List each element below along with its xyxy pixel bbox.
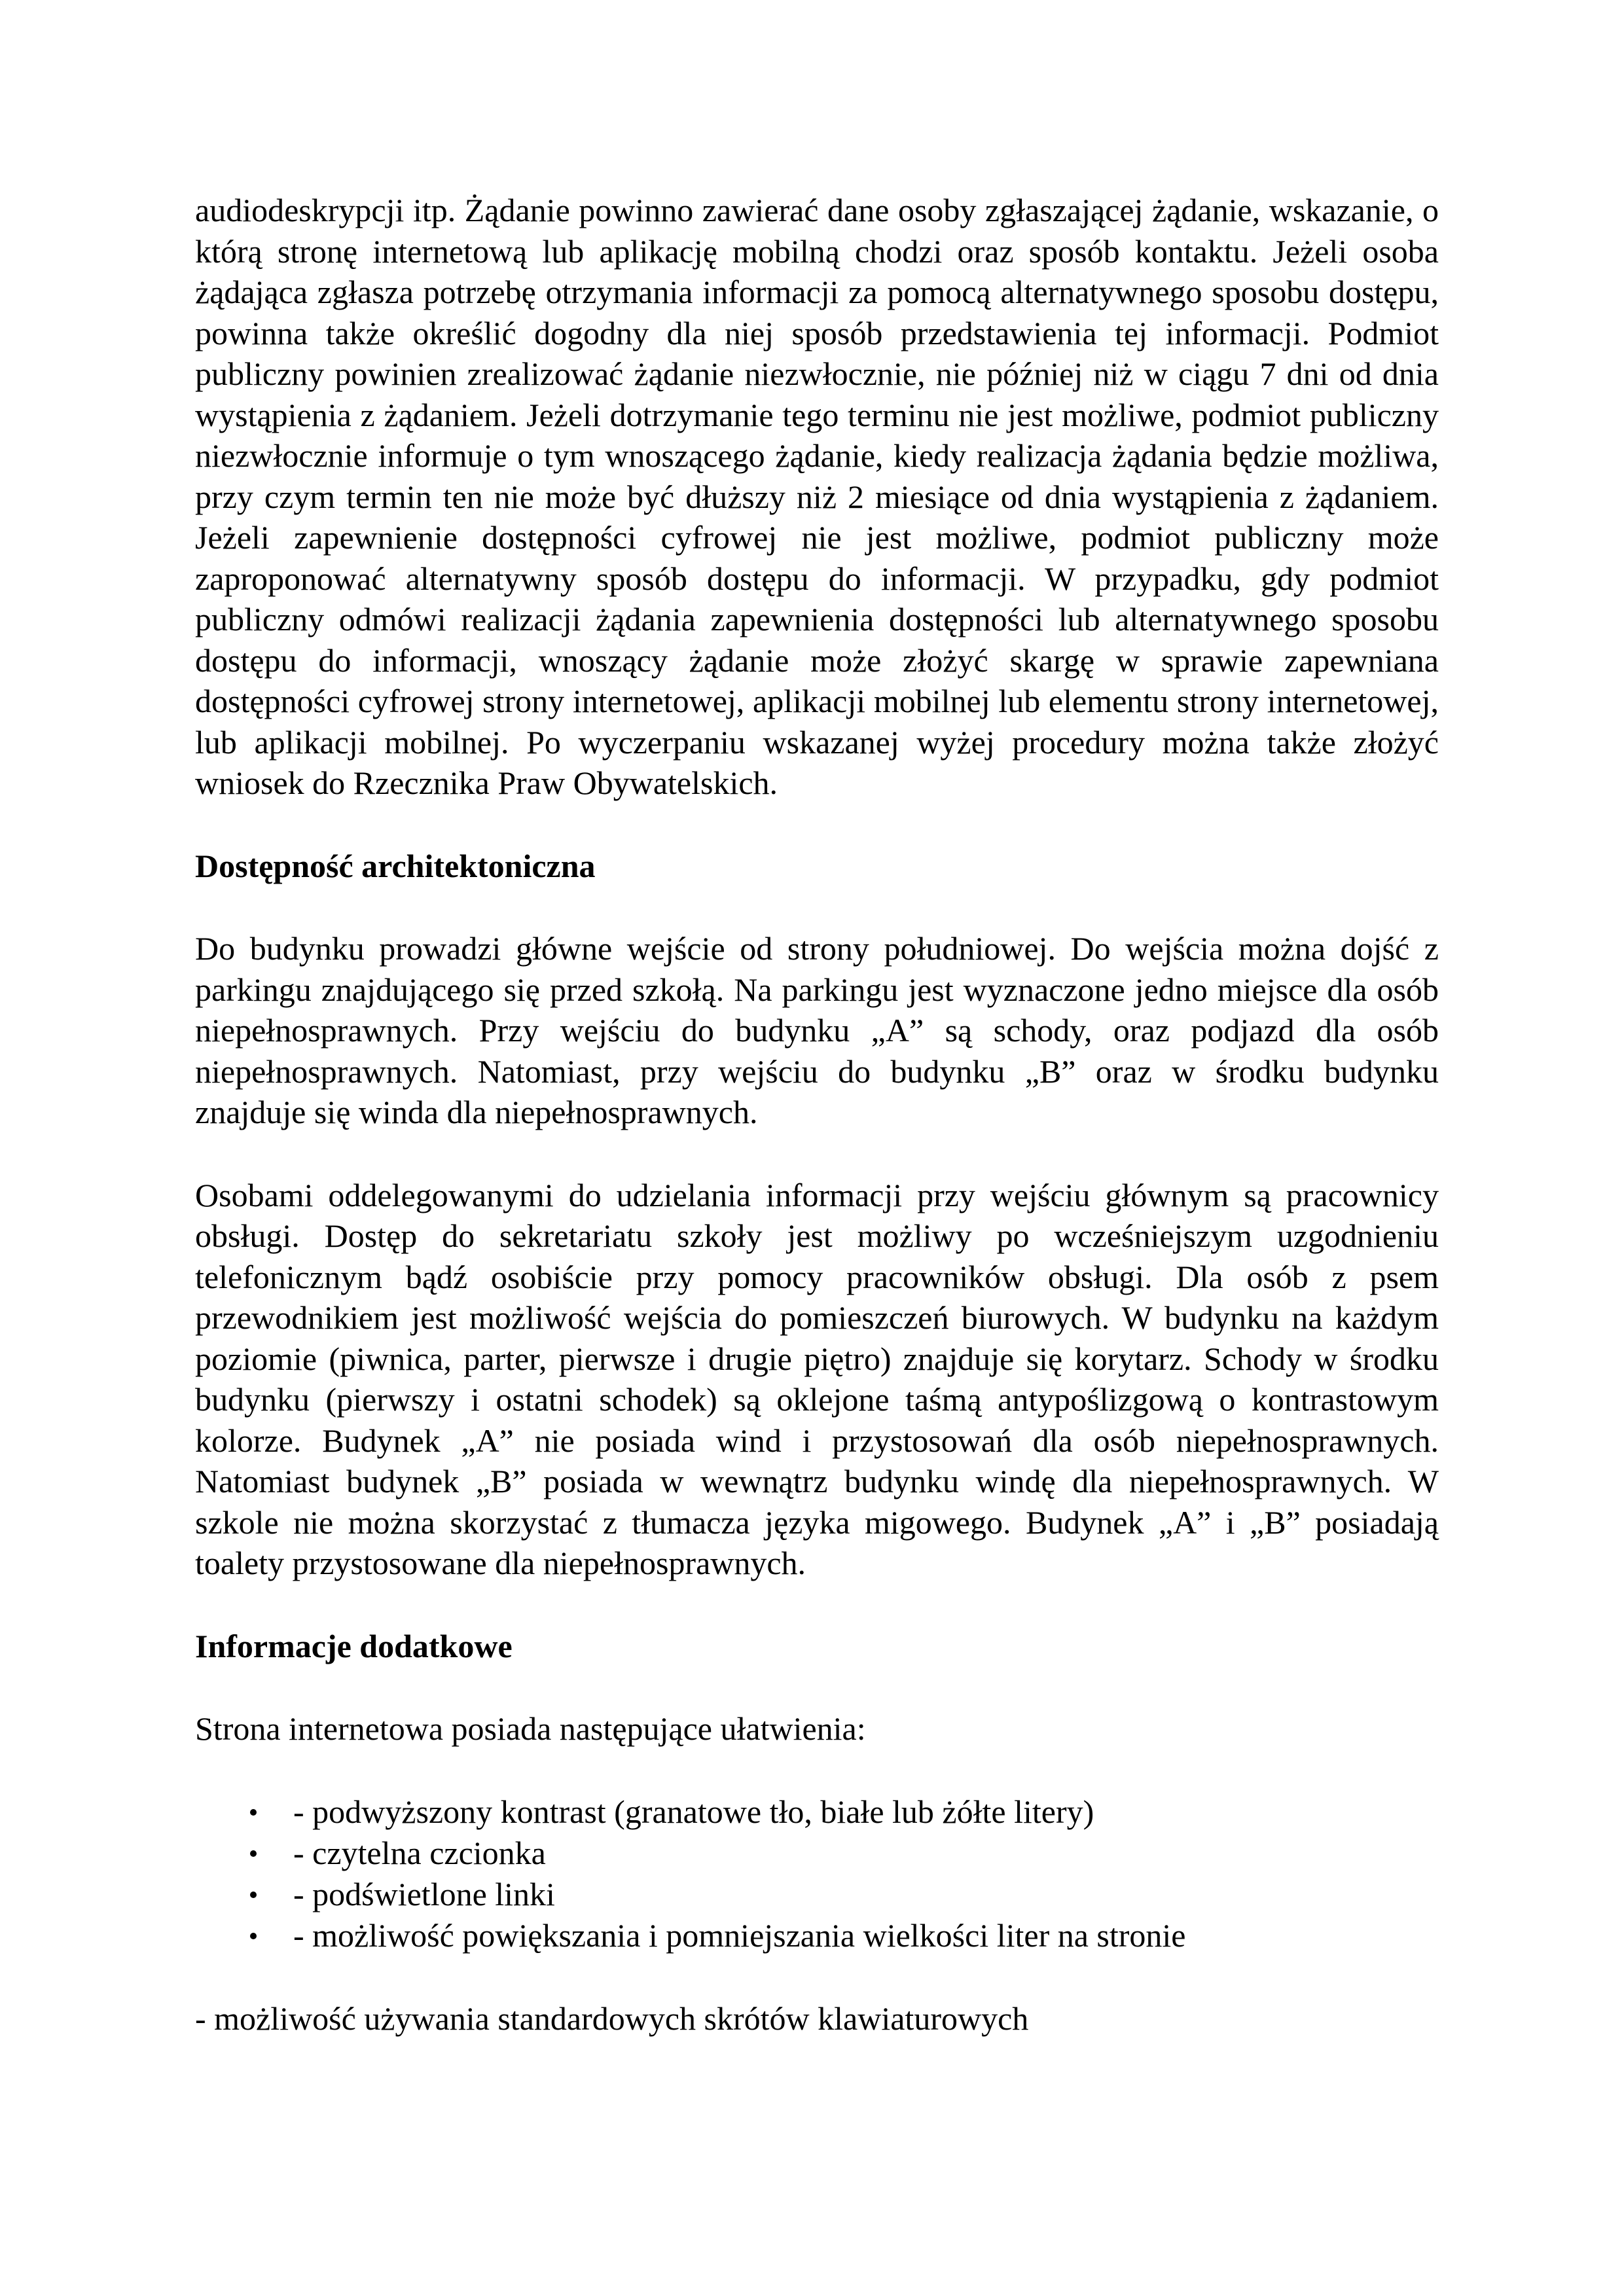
- list-item: [195, 1791, 1439, 1833]
- paragraph-keyboard-shortcuts: - możliwość używania standardowych skrótów klawiaturowych: [195, 2000, 1029, 2037]
- list-item-text: - możliwość powiększania i pomniejszania wielkości liter na stronie: [293, 1916, 1186, 1954]
- bullet-icon: [250, 1933, 257, 1939]
- paragraph-request-procedure: audiodeskrypcji itp. Żądanie powinno zawierać dane osoby zgłaszającej żądanie, wskazanie, o którą stronę internetową lub aplikację mobilną chodzi oraz sposób kontaktu. Jeżeli osoba żądająca zgłasza potrzebę otrzymania informacji za pomocą alternatywnego sposobu dostępu, powinna także określić dogodny dla niej sposób przedstawienia tej informacji. Podmiot publiczny powinien zrealizować żądanie niezwłocznie, nie później niż w ciągu 7 dni od dnia wystąpienia z żądaniem. Jeżeli dotrzymanie tego terminu nie jest możliwe, podmiot publiczny niezwłocznie informuje o tym wnoszącego żądanie, kiedy realizacja żądania będzie możliwa, przy czym termin ten nie może być dłuższy niż 2 miesiące od dnia wystąpienia z żądaniem. Jeżeli zapewnienie dostępności cyfrowej nie jest możliwe, podmiot publiczny może zaproponować alternatywny sposób dostępu do informacji. W przypadku, gdy podmiot publiczny odmówi realizacji żądania zapewnienia dostępności lub alternatywnego sposobu dostępu do informacji, wnoszący żądanie może złożyć skargę w sprawie zapewniana dostępności cyfrowej strony internetowej, aplikacji mobilnej lub elementu strony internetowej, lub aplikacji mobilnej. Po wyczerpaniu wskazanej wyżej procedury można także złożyć wniosek do Rzecznika Praw Obywatelskich.: [195, 192, 1439, 801]
- list-item: [195, 1874, 1439, 1915]
- page-content: [195, 190, 1439, 2039]
- features-list: [195, 1791, 1439, 1956]
- heading-additional-information: Informacje dodatkowe: [195, 1627, 513, 1664]
- paragraph-building-entrance: Do budynku prowadzi główne wejście od strony południowej. Do wejścia można dojść z parkingu znajdującego się przed szkołą. Na parkingu jest wyznaczone jedno miejsce dla osób niepełnosprawnych. Przy wejściu do budynku „A” są schody, oraz podjazd dla osób niepełnosprawnych. Natomiast, przy wejściu do budynku „B” oraz w środku budynku znajduje się winda dla niepełnosprawnych.: [195, 930, 1439, 1130]
- list-item: [195, 1915, 1439, 1956]
- list-item-text: - podświetlone linki: [293, 1875, 555, 1912]
- heading-architectural-accessibility: Dostępność architektoniczna: [195, 847, 596, 884]
- bullet-icon: [250, 1892, 257, 1898]
- bullet-icon: [250, 1809, 257, 1816]
- list-item: [195, 1833, 1439, 1874]
- paragraph-website-features-intro: Strona internetowa posiada następujące ułatwienia:: [195, 1710, 866, 1747]
- list-item-text: - czytelna czcionka: [293, 1834, 546, 1871]
- list-item-text: - podwyższony kontrast (granatowe tło, białe lub żółte litery): [293, 1793, 1094, 1830]
- paragraph-building-staff: Osobami oddelegowanymi do udzielania informacji przy wejściu głównym są pracownicy obsługi. Dostęp do sekretariatu szkoły jest możliwy po wcześniejszym uzgodnieniu telefonicznym bądź osobiście przy pomocy pracowników obsługi. Dla osób z psem przewodnikiem jest możliwość wejścia do pomieszczeń biurowych. W budynku na każdym poziomie (piwnica, parter, pierwsze i drugie piętro) znajduje się korytarz. Schody w środku budynku (pierwszy i ostatni schodek) są oklejone taśmą antypoślizgową o kontrastowym kolorze. Budynek „A” nie posiada wind i przystosowań dla osób niepełnosprawnych. Natomiast budynek „B” posiada w wewnątrz budynku windę dla niepełnosprawnych. W szkole nie można skorzystać z tłumacza języka migowego. Budynek „A” i „B” posiadają toalety przystosowane dla niepełnosprawnych.: [195, 1176, 1439, 1581]
- bullet-icon: [250, 1850, 257, 1857]
